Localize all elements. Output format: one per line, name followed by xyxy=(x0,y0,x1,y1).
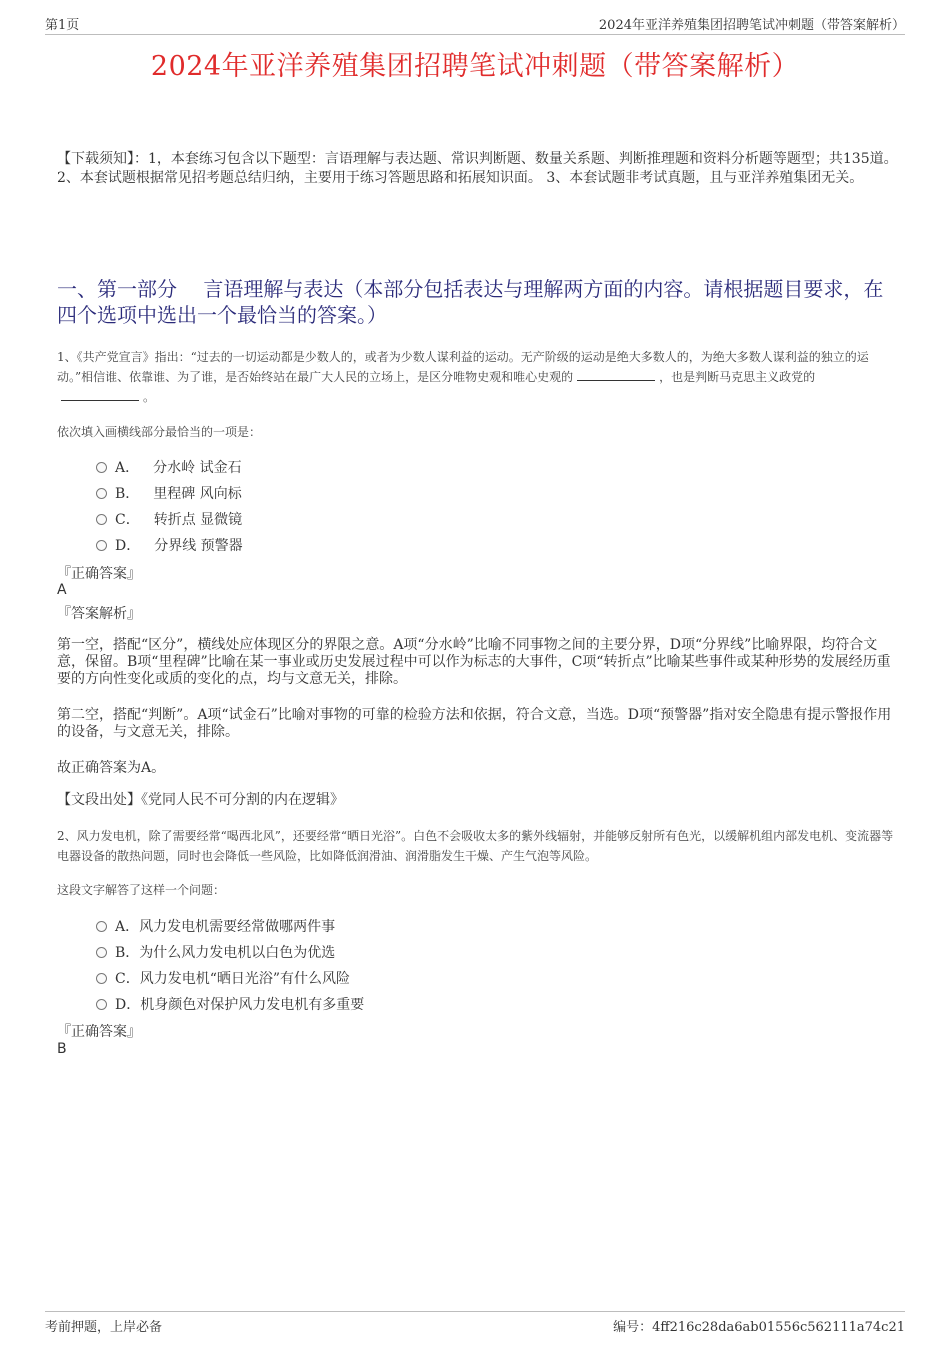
q1-answer: A xyxy=(57,582,67,598)
q1-analysis-label: 『答案解析』 xyxy=(57,606,141,622)
footer-slogan: 考前押题，上岸必备 xyxy=(45,1320,163,1335)
q1-analysis-para-3: 故正确答案为A。 xyxy=(57,760,166,776)
q2-option-a[interactable]: A．风力发电机需要经常做哪两件事 xyxy=(96,916,335,936)
q2-option-b[interactable]: B．为什么风力发电机以白色为优选 xyxy=(96,942,335,962)
page-number: 第1页 xyxy=(45,18,80,33)
q2-answer-label: 『正确答案』 xyxy=(57,1024,141,1040)
blank-2 xyxy=(61,388,139,401)
q1-analysis-para-1: 第一空，搭配“区分”，横线处应体现区分的界限之意。A项“分水岭”比喻不同事物之间的主要分界，D项“分界线”比喻界限，均符合文意，保留。B项“里程碑”比喻在某一事业或历史发展过程中可以作为标志的大事件，C项“转折点”比喻某些事件或某种形势的发展经历重要的方向性变化或质的变化的点，均与文意无关，排除。 xyxy=(57,637,891,687)
q1-option-b[interactable]: B． 里程碑 风向标 xyxy=(96,483,242,503)
radio-icon[interactable] xyxy=(96,921,107,932)
q1-option-d[interactable]: D． 分界线 预警器 xyxy=(96,535,243,555)
question-1-text xyxy=(57,347,899,407)
question-1-prompt: 依次填入画横线部分最恰当的一项是： xyxy=(57,425,262,439)
q2-option-d[interactable]: D．机身颜色对保护风力发电机有多重要 xyxy=(96,994,364,1014)
header-doc-title: 2024年亚洋养殖集团招聘笔试冲刺题（带答案解析） xyxy=(598,18,905,33)
radio-icon[interactable] xyxy=(96,488,107,499)
page-header xyxy=(45,12,905,35)
q1-option-a[interactable]: A． 分水岭 试金石 xyxy=(96,457,242,477)
question-1-text-part-a: 1、《共产党宣言》指出：“过去的一切运动都是少数人的，或者为少数人谋利益的运动。无产阶级的运动是绝大多数人的，为绝大多数人谋利益的独立的运动。”相信谁、依靠谁、为了谁，是否始终站在最广大人民的立场上，是区分唯物史观和唯心史观的 xyxy=(57,350,869,384)
q1-answer-label: 『正确答案』 xyxy=(57,566,141,582)
question-1-text-part-c: 。 xyxy=(143,390,156,404)
radio-icon[interactable] xyxy=(96,947,107,958)
blank-1 xyxy=(577,368,655,381)
download-notice: 【下载须知】：1，本套练习包含以下题型：言语理解与表达题、常识判断题、数量关系题、判断推理题和资料分析题等题型；共135道。 2、本套试题根据常见招考题总结归纳，主要用于练习答题思路和拓展知识面。 3、本套试题非考试真题，且与亚洋养殖集团无关。 xyxy=(57,151,898,186)
radio-icon[interactable] xyxy=(96,462,107,473)
radio-icon[interactable] xyxy=(96,514,107,525)
page-title: 2024年亚洋养殖集团招聘笔试冲刺题（带答案解析） xyxy=(150,51,800,82)
q1-source: 【文段出处】《党同人民不可分割的内在逻辑》 xyxy=(57,792,344,808)
page-footer xyxy=(45,1311,905,1335)
q1-analysis-para-2: 第二空，搭配“判断”。A项“试金石”比喻对事物的可靠的检验方法和依据，符合文意，当选。D项“预警器”指对安全隐患有提示警报作用的设备，与文意无关，排除。 xyxy=(57,707,892,740)
radio-icon[interactable] xyxy=(96,973,107,984)
question-1-text-part-b: ，也是判断马克思主义政党的 xyxy=(659,370,816,384)
radio-icon[interactable] xyxy=(96,540,107,551)
q2-option-c[interactable]: C．风力发电机“晒日光浴”有什么风险 xyxy=(96,968,350,988)
q1-option-c[interactable]: C． 转折点 显微镜 xyxy=(96,509,242,529)
question-2-prompt: 这段文字解答了这样一个问题： xyxy=(57,883,226,897)
question-2-text: 2、风力发电机，除了需要经常“喝西北风”，还要经常“晒日光浴”。白色不会吸收太多的紫外线辐射，并能够反射所有色光，以缓解机组内部发电机、变流器等电器设备的散热问题，同时也会降低一些风险，比如降低润滑油、润滑脂发生干燥、产生气泡等风险。 xyxy=(57,829,894,863)
q2-answer: B xyxy=(57,1041,67,1057)
radio-icon[interactable] xyxy=(96,999,107,1010)
footer-doc-id: 编号：4ff216c28da6ab01556c562111a74c21 xyxy=(613,1320,905,1335)
section-title: 一、第一部分 言语理解与表达（本部分包括表达与理解两方面的内容。请根据题目要求，在四个选项中选出一个最恰当的答案。） xyxy=(57,277,884,327)
